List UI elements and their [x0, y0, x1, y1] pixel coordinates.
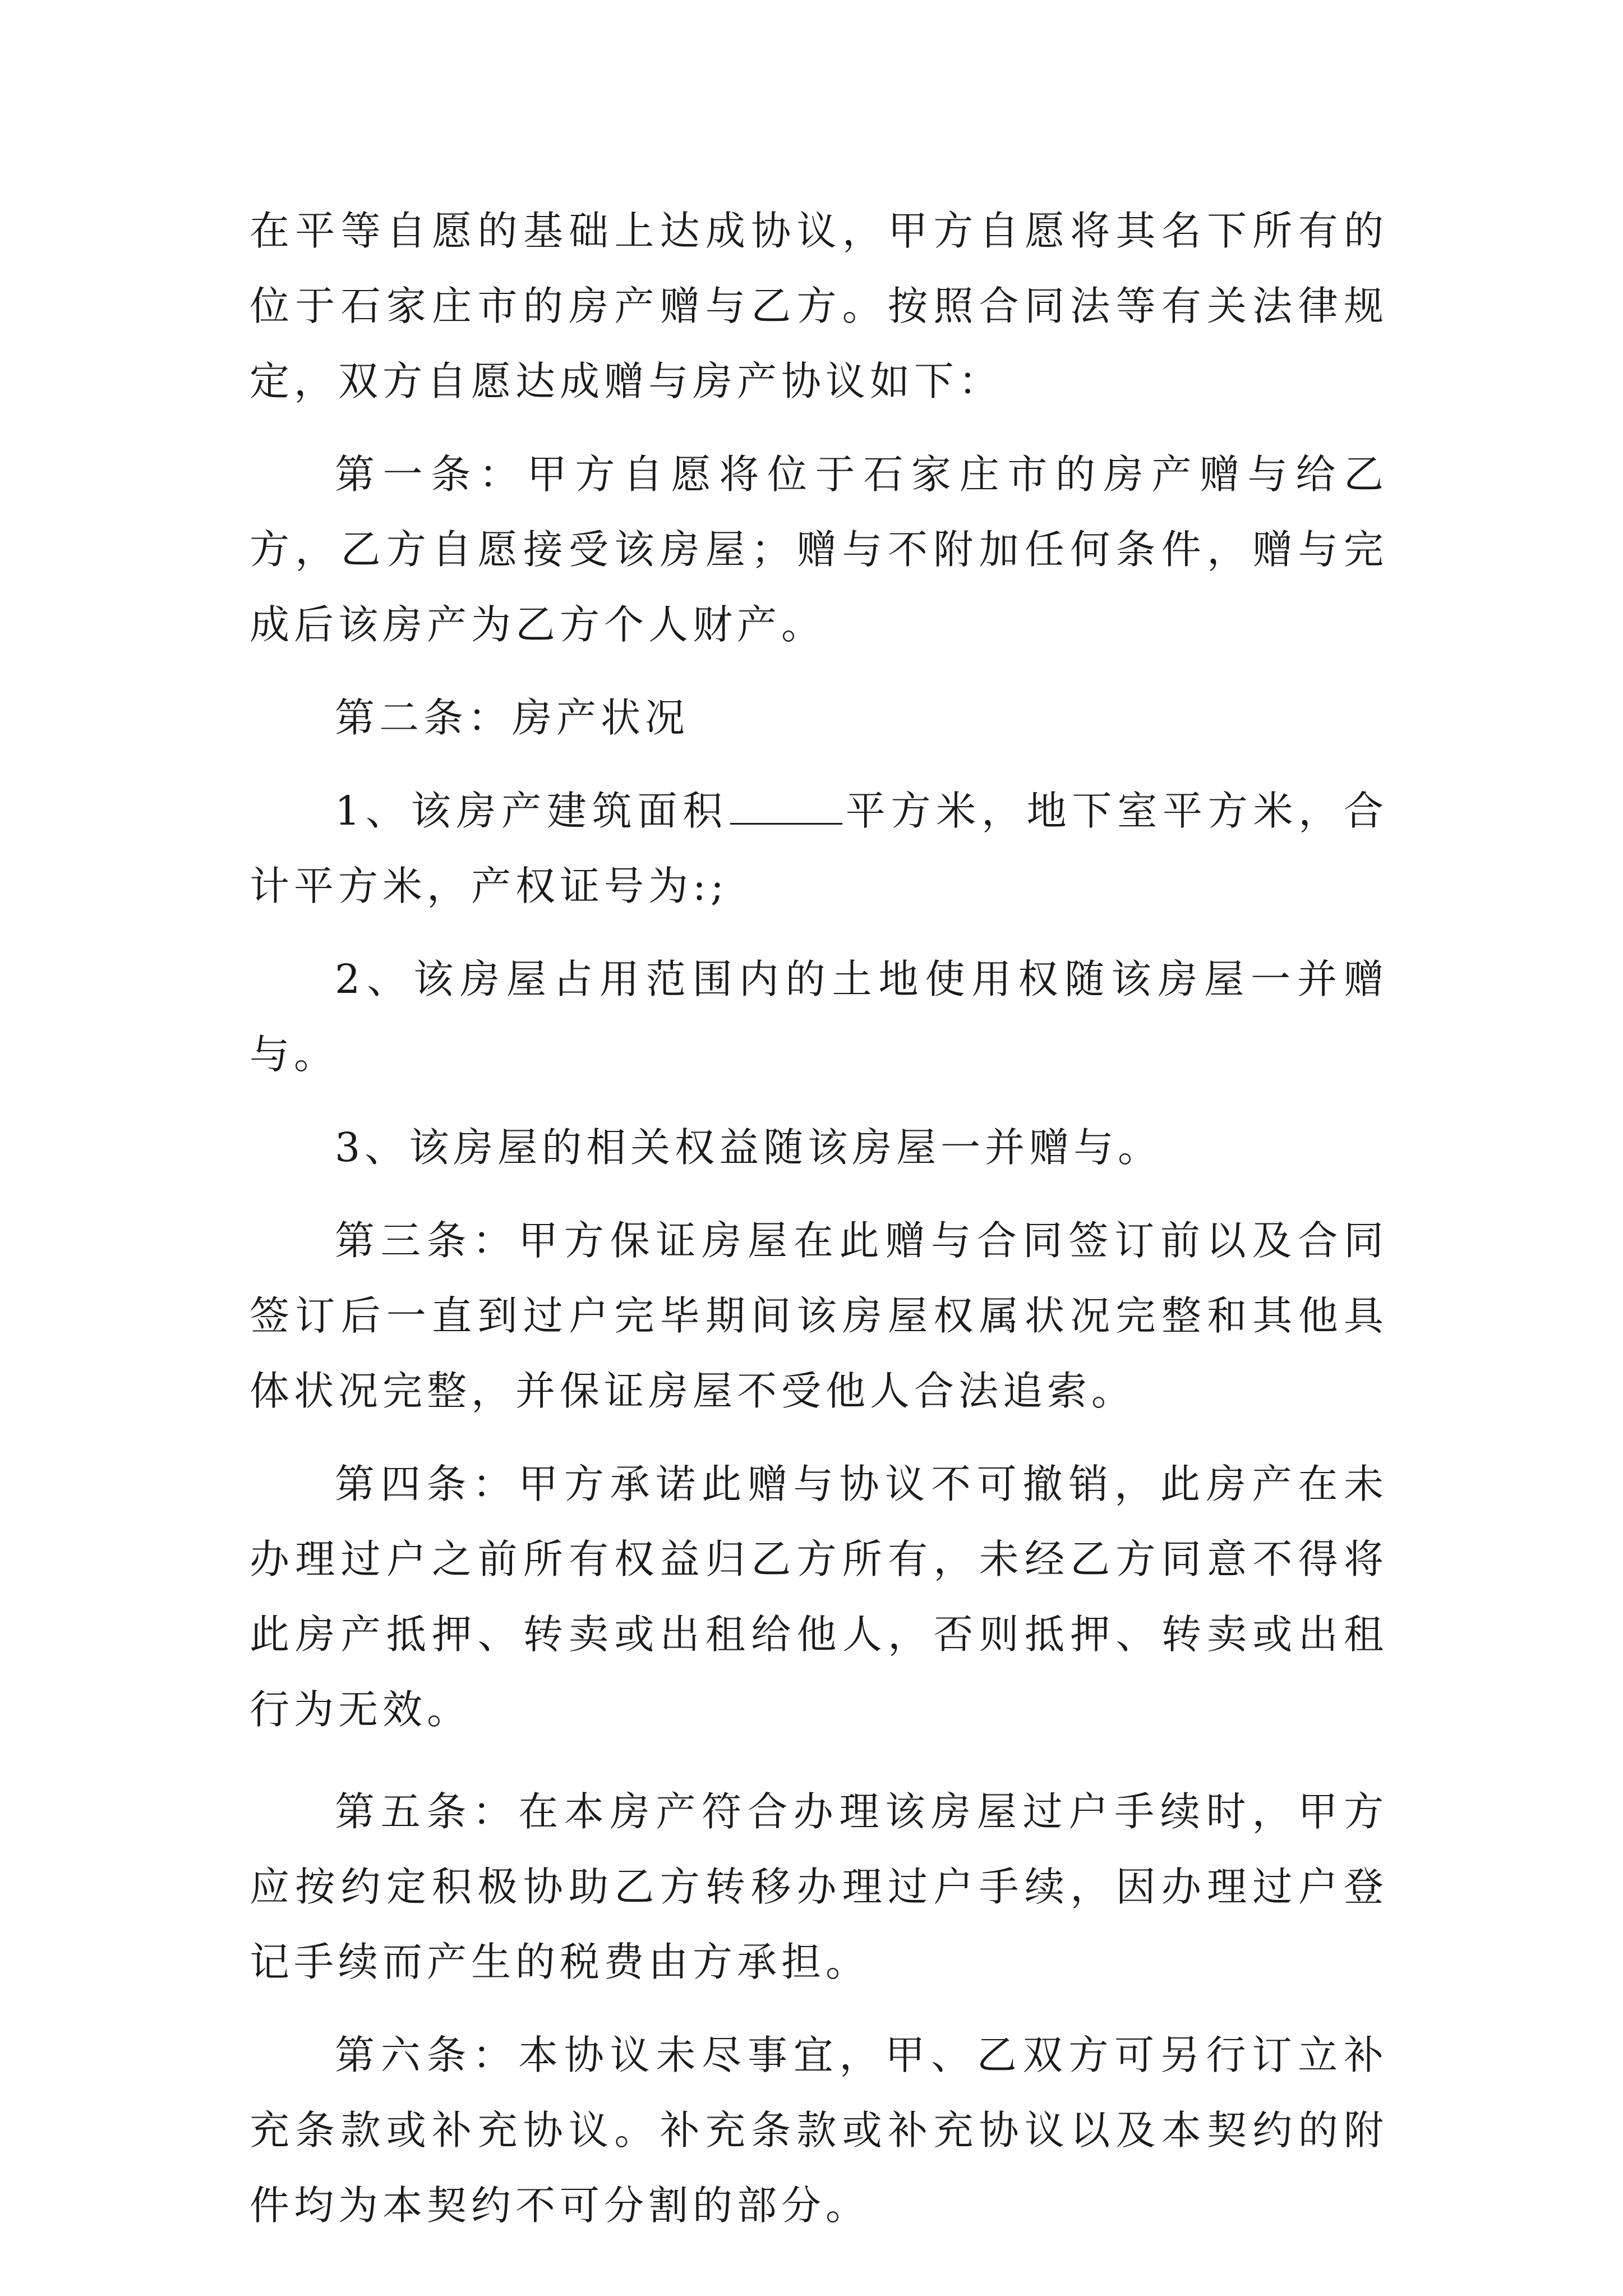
article-2-item-3: 3、该房屋的相关权益随该房屋一并赠与。 [335, 1124, 1163, 1171]
article-2-title: 第二条：房产状况 [335, 694, 690, 741]
article-5-paragraph: 第五条：在本房产符合办理该房屋过户手续时，甲方应按约定积极协助乙方转移办理过户手续，因办理过户登记手续而产生的税费由方承担。 [250, 1788, 1388, 1985]
article-4-paragraph: 第四条：甲方承诺此赠与协议不可撤销，此房产在未办理过户之前所有权益归乙方所有，未经乙方同意不得将此房产抵押、转卖或出租给他人，否则抵押、转卖或出租行为无效。 [250, 1461, 1388, 1733]
intro-paragraph: 在平等自愿的基础上达成协议，甲方自愿将其名下所有的位于石家庄市的房产赠与乙方。按照合同法等有关法律规定，双方自愿达成赠与房产协议如下： [250, 208, 1388, 404]
article-6-paragraph: 第六条：本协议未尽事宜，甲、乙双方可另行订立补充条款或补充协议。补充条款或补充协议以及本契约的附件均为本契约不可分割的部分。 [250, 2032, 1388, 2229]
area-blank-field[interactable] [730, 789, 842, 825]
article-2-item-1 [250, 774, 1388, 924]
document-page [250, 194, 1388, 2243]
article-2-item-1-lead: 1、该房产建筑面积 [335, 788, 728, 834]
article-2-item-2: 2、该房屋占用范围内的土地使用权随该房屋一并赠与。 [250, 956, 1388, 1078]
article-1-paragraph: 第一条：甲方自愿将位于石家庄市的房产赠与给乙方，乙方自愿接受该房屋；赠与不附加任何条件，赠与完成后该房产为乙方个人财产。 [250, 451, 1388, 648]
article-2-item-1-rest: 平方米，地下室平方米，合计平方米，产权证号为:; [250, 788, 1388, 909]
article-3-paragraph: 第三条：甲方保证房屋在此赠与合同签订前以及合同签订后一直到过户完毕期间该房屋权属状况完整和其他具体状况完整，并保证房屋不受他人合法追索。 [250, 1217, 1388, 1414]
